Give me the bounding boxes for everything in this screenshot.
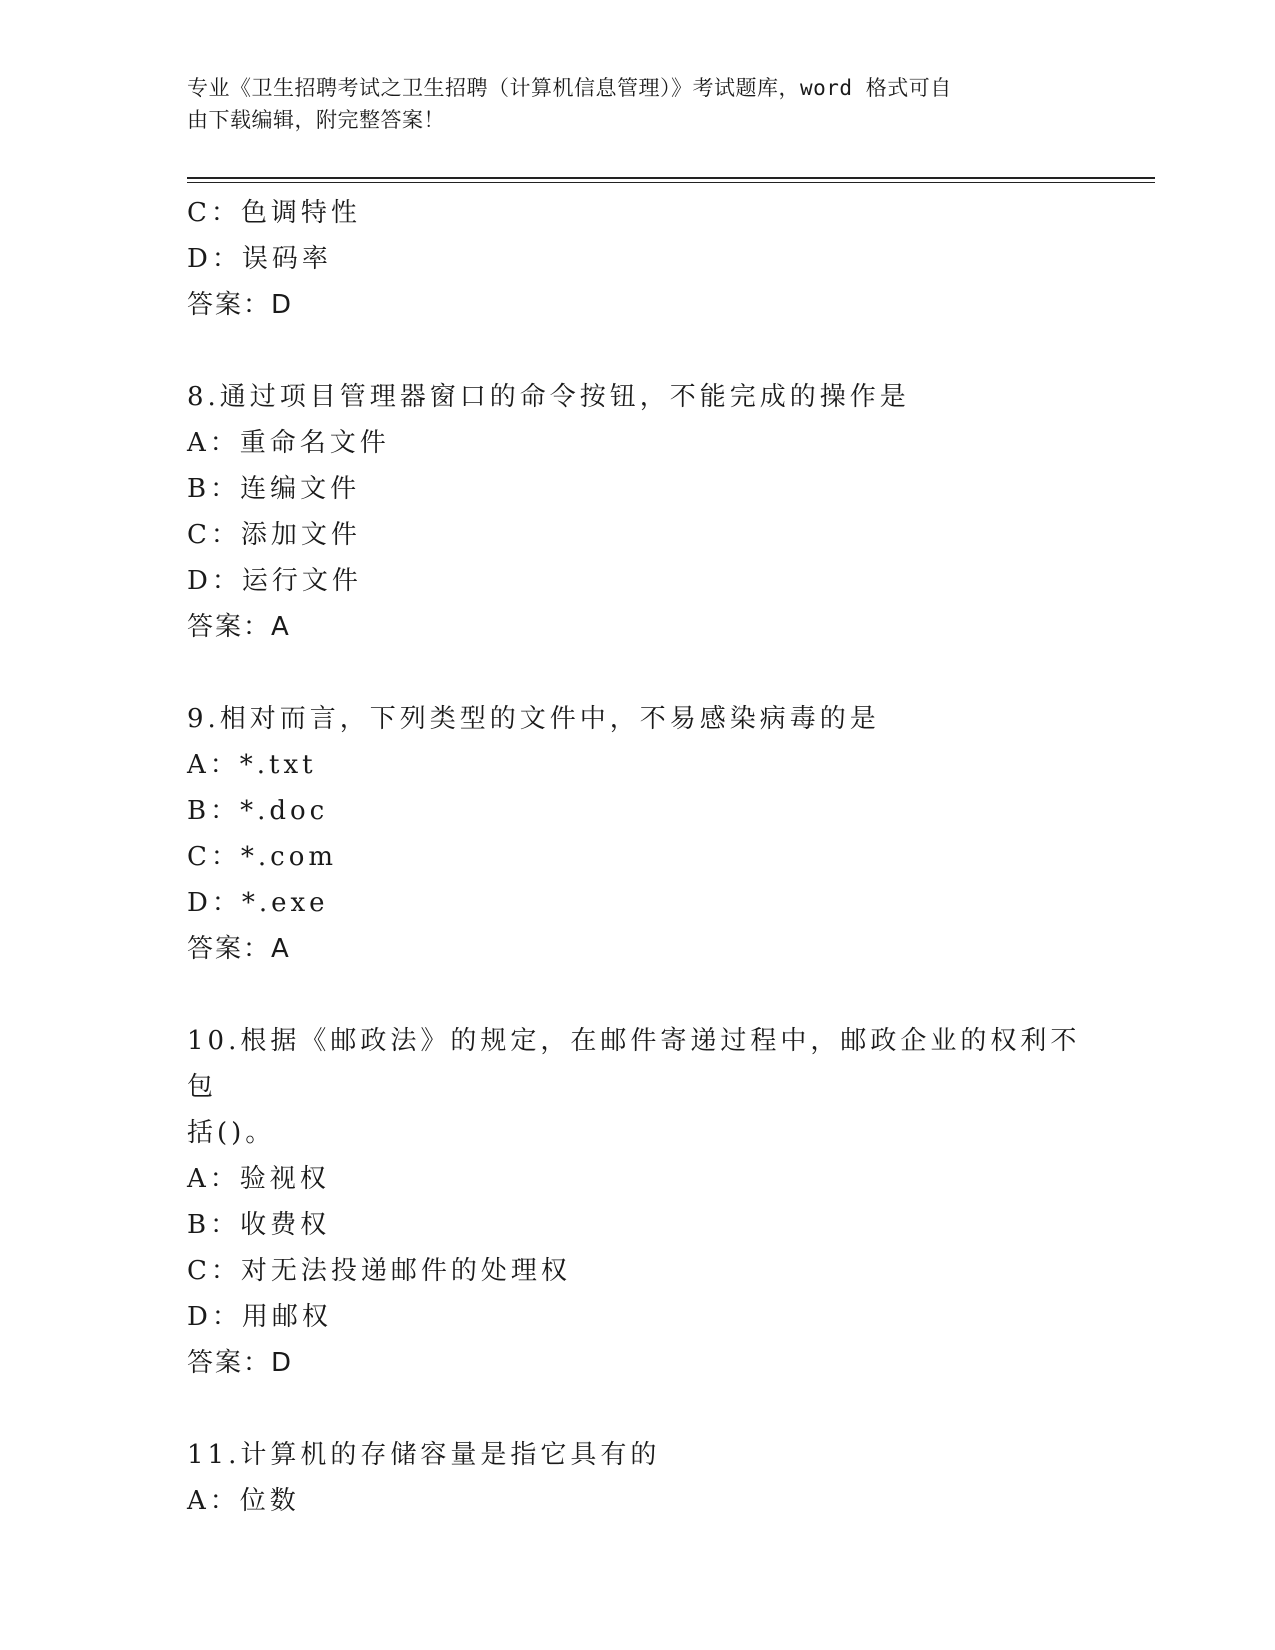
question-block-7: [187, 190, 1107, 328]
option-c: C：*.com: [187, 842, 338, 872]
option-d: D：*.exe: [187, 888, 329, 918]
option-b: B：收费权: [187, 1210, 331, 1240]
option-b: B：连编文件: [187, 474, 361, 504]
question-stem: 9.相对而言，下列类型的文件中，不易感染病毒的是: [187, 704, 880, 734]
answer-line: 答案：A: [187, 934, 291, 964]
question-list: [187, 190, 1107, 1524]
option-a: A：*.txt: [187, 750, 317, 780]
question-stem: 11.计算机的存储容量是指它具有的: [187, 1440, 661, 1470]
option-d: D：误码率: [187, 244, 332, 274]
question-block-10: [187, 1018, 1107, 1386]
question-stem-continued: 括()。: [187, 1118, 276, 1148]
question-stem: 10.根据《邮政法》的规定，在邮件寄递过程中，邮政企业的权利不包: [187, 1026, 1081, 1102]
option-a: A：验视权: [187, 1164, 330, 1194]
answer-line: 答案：D: [187, 290, 294, 320]
question-block-9: [187, 696, 1107, 972]
option-c: C：对无法投递邮件的处理权: [187, 1256, 571, 1286]
header-rule-thin: [187, 182, 1155, 183]
option-c: C：添加文件: [187, 520, 361, 550]
question-stem: 8.通过项目管理器窗口的命令按钮，不能完成的操作是: [187, 382, 910, 412]
answer-line: 答案：D: [187, 1348, 294, 1378]
option-b: B：*.doc: [187, 796, 329, 826]
question-block-8: [187, 374, 1107, 650]
header-rule-thick: [187, 177, 1155, 179]
question-block-11: [187, 1432, 1107, 1524]
answer-line: 答案：A: [187, 612, 291, 642]
header-line-1: 专业《卫生招聘考试之卫生招聘（计算机信息管理）》考试题库，word 格式可自: [187, 76, 952, 100]
option-c: C：色调特性: [187, 198, 361, 228]
option-a: A：重命名文件: [187, 428, 390, 458]
option-d: D：用邮权: [187, 1302, 332, 1332]
header-line-2: 由下载编辑，附完整答案！: [187, 108, 445, 132]
document-header: [187, 72, 1067, 136]
option-a: A：位数: [187, 1486, 300, 1516]
option-d: D：运行文件: [187, 566, 362, 596]
